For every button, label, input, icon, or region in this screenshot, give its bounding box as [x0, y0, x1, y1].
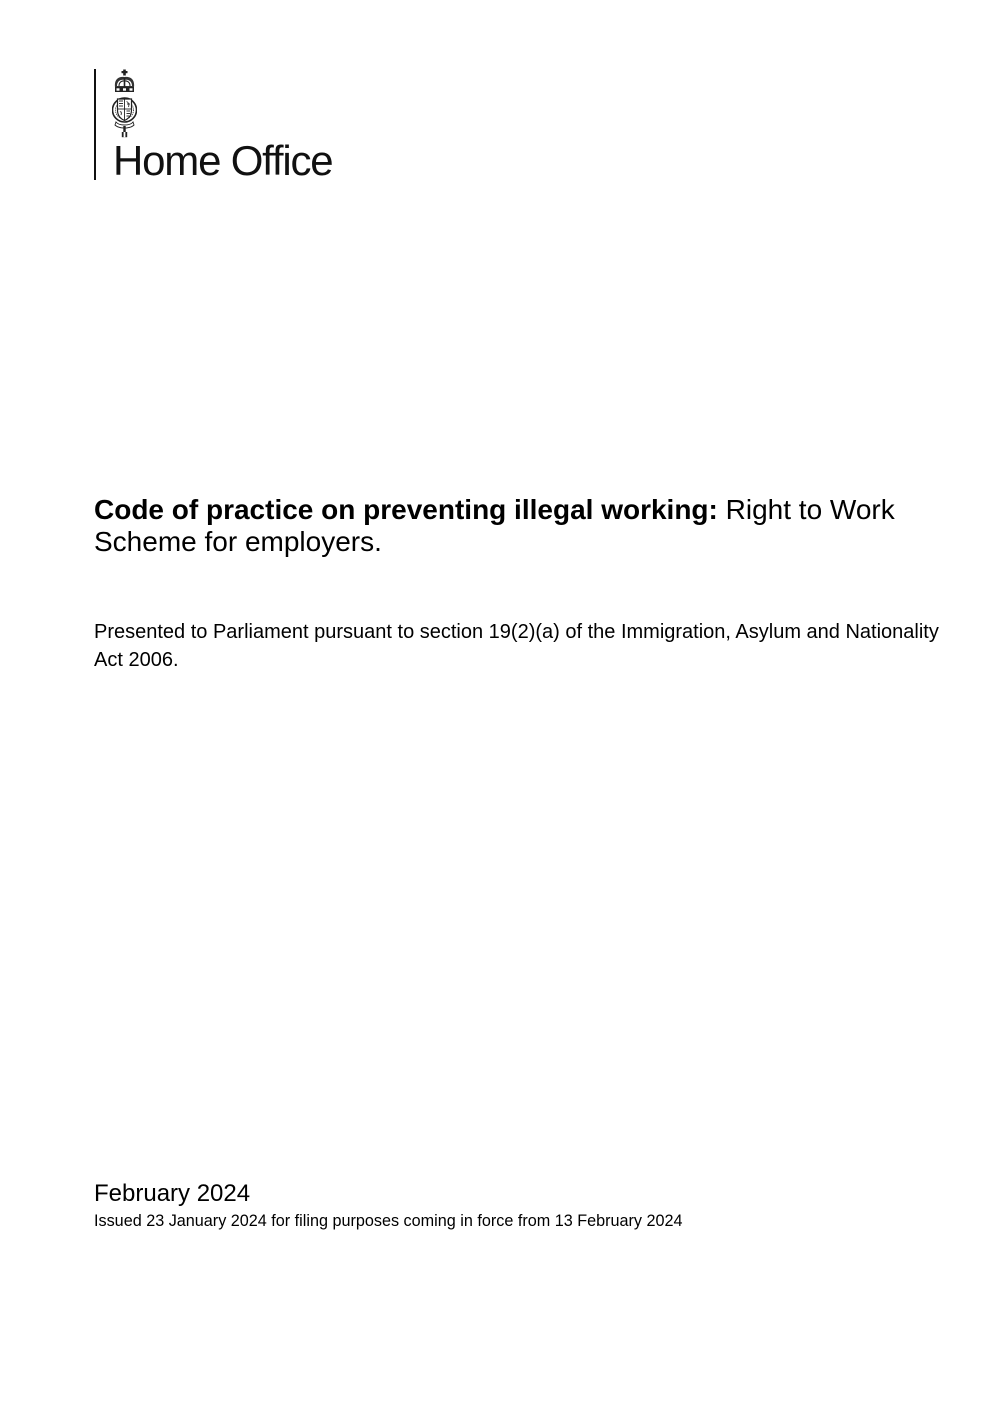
issued-note: Issued 23 January 2024 for filing purposes coming in force from 13 February 2024 [94, 1212, 683, 1230]
royal-coat-of-arms-icon [112, 69, 137, 138]
document-title-bold: Code of practice on preventing illegal working: [94, 494, 718, 525]
document-title [94, 494, 914, 558]
organisation-name: Home Office [113, 137, 333, 184]
publication-date: February 2024 [94, 1180, 251, 1207]
document-title-regular: Right to Work Scheme for employers. [94, 494, 895, 557]
home-office-logo [94, 69, 354, 184]
presented-to-parliament-statement: Presented to Parliament pursuant to section 19(2)(a) of the Immigration, Asylum and Nationality Act 2006. [94, 621, 939, 671]
logo-divider-bar [94, 69, 96, 180]
